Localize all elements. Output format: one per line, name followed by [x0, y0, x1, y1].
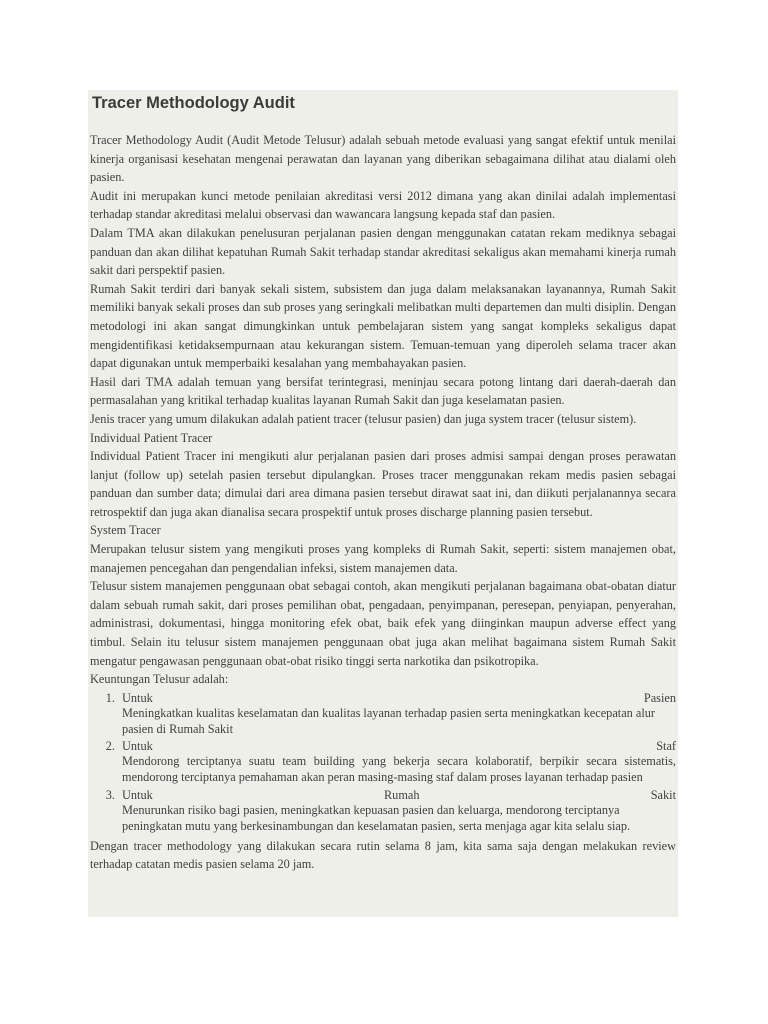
document-page	[88, 90, 678, 917]
document-body	[90, 131, 676, 874]
list-item-description: Menurunkan risiko bagi pasien, meningkatkan kepuasan pasien dan keluarga, mendorong terciptanya peningkatan mutu yang berkesinambungan dan keselamatan pasien, serta menjaga agar kita selalu siap.	[122, 803, 631, 833]
list-item-heading: 2. Untuk Staf	[122, 739, 676, 754]
list-item-description: Mendorong terciptanya suatu team building yang bekerja secara kolaboratif, berpikir secara sistematis, mendorong terciptanya pemahaman akan peran masing-masing staf dalam proses layanan terhadap pasien	[122, 754, 676, 785]
paragraph: Jenis tracer yang umum dilakukan adalah patient tracer (telusur pasien) dan juga system tracer (telusur sistem).	[90, 411, 637, 426]
section-heading: Individual Patient Tracer	[90, 430, 213, 445]
paragraph: Telusur sistem manajemen penggunaan obat sebagai contoh, akan mengikuti perjalanan bagaimana obat-obatan diatur dalam sebuah rumah sakit, dari proses pemilihan obat, pengadaan, penyimpanan, peresepan, penyiapan, penyerahan, administrasi, dokumentasi, hingga monitoring efek obat, baik efek yang diinginkan maupun adverse effect yang timbul. Selain itu telusur sistem manajemen penggunaan obat juga akan melihat bagaimana sistem Rumah Sakit mengatur pengawasan penggunaan obat-obat risiko tinggi serta narkotika dan psikotropika.	[90, 579, 676, 668]
paragraph: Merupakan telusur sistem yang mengikuti proses yang kompleks di Rumah Sakit, seperti: sistem manajemen obat, manajemen pencegahan dan pengendalian infeksi, sistem manajemen data.	[90, 542, 676, 575]
list-item-description: Meningkatkan kualitas keselamatan dan kualitas layanan terhadap pasien serta meningkatkan kecepatan alur pasien di Rumah Sakit	[122, 705, 655, 736]
list-intro: Keuntungan Telusur adalah:	[90, 672, 229, 687]
paragraph: Rumah Sakit terdiri dari banyak sekali sistem, subsistem dan juga dalam melaksanakan layanannya, Rumah Sakit memiliki banyak sekali proses dan sub proses yang seringkali melibatkan multi departemen dan multi disiplin. Dengan metodologi ini akan sangat dimungkinkan untuk pembelajaran sistem yang sangat kompleks sekaligus dapat mengidentifikasi ketidaksempurnaan atau kekurangan sistem. Temuan-temuan yang diperoleh selama tracer akan dapat digunakan untuk memperbaiki kesalahan yang membahayakan pasien.	[90, 281, 676, 371]
paragraph: Audit ini merupakan kunci metode penilaian akreditasi versi 2012 dimana yang akan dinilai adalah implementasi terhadap standar akreditasi melalui observasi dan wawancara langsung kepada staf dan pasien.	[90, 188, 676, 222]
paragraph: Hasil dari TMA adalah temuan yang bersifat terintegrasi, meninjau secara potong lintang dari daerah-daerah dan permasalahan yang kritikal terhadap kualitas layanan Rumah Sakit dan juga keselamatan pasien.	[90, 374, 676, 408]
paragraph: Dalam TMA akan dilakukan penelusuran perjalanan pasien dengan menggunakan catatan rekam mediknya sebagai panduan dan akan dilihat kepatuhan Rumah Sakit terhadap standar akreditasi sekaligus akan memahami kinerja rumah sakit dari perspektif pasien.	[90, 225, 676, 278]
document-title: Tracer Methodology Audit	[92, 94, 295, 112]
list-item-heading: 3. Untuk Rumah Sakit	[122, 788, 676, 802]
list-item	[118, 786, 676, 835]
section-heading: System Tracer	[90, 523, 161, 538]
list-item	[118, 737, 676, 786]
list-item-heading: 1. Untuk Pasien	[122, 690, 676, 705]
paragraph: Individual Patient Tracer ini mengikuti alur perjalanan pasien dari proses admisi sampai dengan proses perawatan lanjut (follow up) setelah pasien tersebut dipulangkan. Proses tracer menggunakan rekam medis pasien sebagai panduan dan sumber data; dimulai dari area dimana pasien tersebut dirawat saat ini, dan diikuti perjalanannya secara retrospektif dan juga akan dianalisa secara prospektif untuk proses discharge planning pasien tersebut.	[90, 449, 676, 519]
closing-paragraph: Dengan tracer methodology yang dilakukan secara rutin selama 8 jam, kita sama saja dengan melakukan review terhadap catatan medis pasien selama 20 jam.	[90, 838, 676, 872]
list-item	[118, 689, 676, 738]
benefits-list	[90, 689, 676, 835]
paragraph: Tracer Methodology Audit (Audit Metode Telusur) adalah sebuah metode evaluasi yang sangat efektif untuk menilai kinerja organisasi kesehatan mengenai perawatan dan layanan yang diberikan sebagaimana dilihat atau dialami oleh pasien.	[90, 133, 676, 185]
